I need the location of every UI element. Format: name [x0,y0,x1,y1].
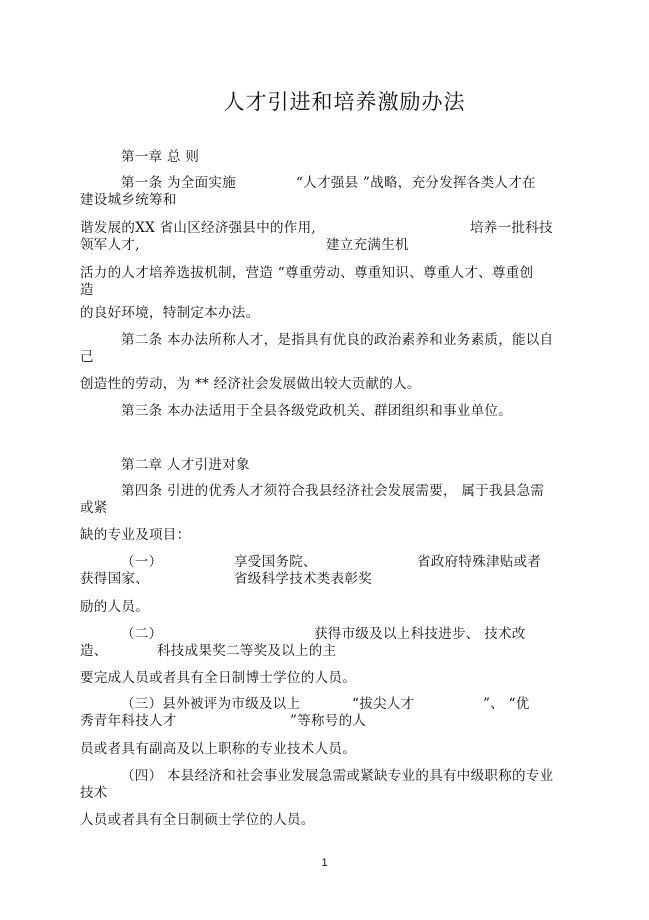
article-2-line: 己 [80,349,94,365]
article-3-line: 第三条 本办法适用于全县各级党政机关、群团组织和事业单位。 [121,403,512,419]
item-1-line: 享受国务院、 [234,554,317,570]
article-1-line: 谐发展的XX 省山区经济强县中的作用, [80,220,317,236]
article-1-line: 的良好环境，特制定本办法。 [80,305,260,321]
page-number: 1 [321,857,328,869]
chapter-one-heading: 第一章 总 则 [121,149,200,165]
article-1-line: “人才强县 ”战略，充分发挥各类人才在 [296,175,536,191]
article-4-line: 或紧 [80,500,108,516]
item-3-line: ”、 “优 [483,696,530,712]
article-4-line: 第四条 引进的优秀人才须符合我县经济社会发展需要， 属于我县急需 [121,483,545,499]
article-2-line: 第二条 本办法所称人才，是指具有优良的政治素养和业务素质，能以自 [121,332,554,348]
item-3-line: 秀青年科技人才 [80,713,177,729]
item-4-line: 技术 [80,785,108,801]
item-2-line: （二） [121,626,163,642]
item-2-line: 造、 [80,643,108,659]
article-1-line: 培养一批科技 [470,220,553,236]
article-2-line: 创造性的劳动，为 ** 经济社会发展做出较大贡献的人。 [80,376,421,392]
item-2-line: 获得市级及以上科技进步、 技术改 [314,626,526,642]
item-4-line: 人员或者具有全日制硕士学位的人员。 [80,812,315,828]
item-2-line: 科技成果奖二等奖及以上的主 [157,643,337,659]
article-1-line: 领军人才, [80,237,140,253]
article-1-line: 活力的人才培养选拔机制，营造 “尊重劳动、尊重知识、尊重人才、尊重创 [80,265,534,281]
item-1-line: 省政府特殊津贴或者 [417,554,542,570]
article-1-line: 建立充满生机 [326,237,409,253]
chapter-two-heading: 第二章 人才引进对象 [121,457,250,473]
item-1-line: 省级科学技术类表彰奖 [234,571,372,587]
item-3-line: “拔尖人才 [352,696,415,712]
item-1-line: 获得国家、 [80,571,149,587]
article-1-line: 造 [80,282,94,298]
item-3-line: ”等称号的人 [290,713,367,729]
article-4-line: 缺的专业及项目： [80,527,191,543]
item-1-line: 励的人员。 [80,599,149,615]
item-3-line: 员或者具有副高及以上职称的专业技术人员。 [80,741,356,757]
article-1-line: 第一条 为全面实施 [121,175,236,191]
item-2-line: 要完成人员或者具有全日制博士学位的人员。 [80,670,356,686]
item-4-line: （四） 本县经济和社会事业发展急需或紧缺专业的具有中级职称的专业 [121,768,554,784]
document-title: 人才引进和培养激励办法 [223,90,466,114]
item-3-line: （三）县外被评为市级及以上 [121,696,301,712]
article-1-line: 建设城乡统筹和 [80,192,177,208]
item-1-line: （一） [121,554,163,570]
